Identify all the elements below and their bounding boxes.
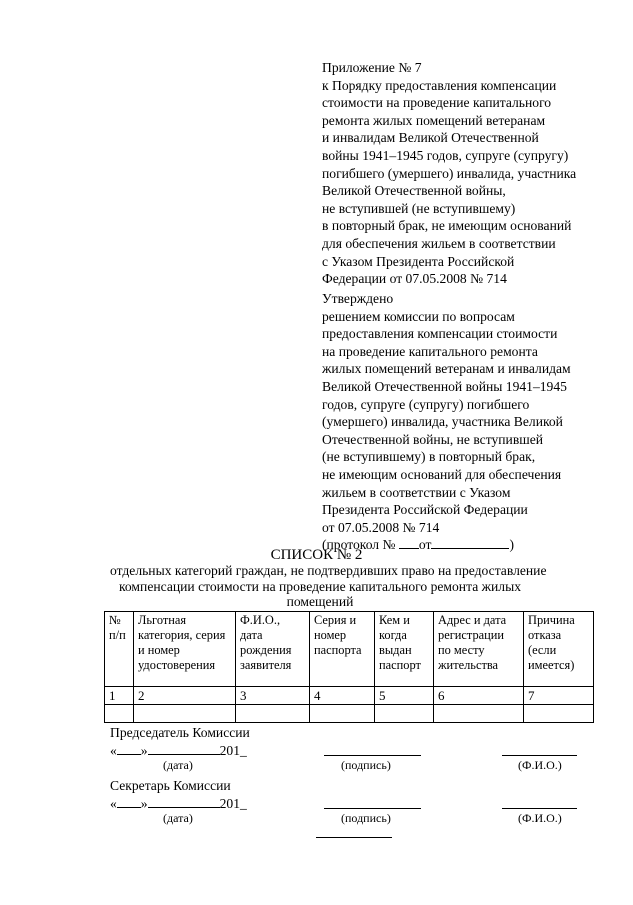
approval-line: Отечественной войны, не вступившей	[322, 431, 544, 447]
appendix-line: стоимости на проведение капитального	[322, 95, 552, 111]
date-close-quote: »	[140, 796, 148, 811]
chairman-date	[110, 742, 247, 759]
secretary-name-caption: (Ф.И.О.)	[518, 811, 562, 825]
header-cell-number: № п/п	[105, 612, 134, 687]
list-subtitle-line: помещений	[286, 594, 354, 610]
secretary-signature-caption: (подпись)	[341, 811, 391, 825]
list-subtitle	[110, 563, 547, 610]
protocol-from: от	[418, 537, 432, 553]
header-cell-category: Льготная категория, серия и номер удостоверения	[134, 612, 236, 687]
appendix-line: Великой Отечественной войны,	[322, 183, 506, 199]
header-cell-name: Ф.И.О., дата рождения заявителя	[236, 612, 310, 687]
appendix-line: Приложение № 7	[322, 60, 422, 75]
date-close-quote: »	[140, 743, 148, 758]
date-year: 201_	[219, 743, 247, 758]
table-row	[105, 687, 594, 705]
appendix-header	[322, 59, 622, 288]
day-blank	[117, 795, 141, 808]
table-row	[105, 705, 594, 723]
approval-line: предоставления компенсации стоимости	[322, 326, 558, 342]
closing-rule	[316, 837, 392, 838]
column-number-cell: 2	[134, 687, 236, 705]
secretary-date-caption: (дата)	[163, 811, 193, 825]
list-title: СПИСОК № 2	[270, 547, 363, 563]
appendix-line: погибшего (умершего) инвалида, участника	[322, 165, 577, 181]
date-open-quote: «	[110, 743, 117, 758]
secretary-date	[110, 795, 247, 812]
approval-block	[322, 290, 622, 554]
column-number-cell: 6	[434, 687, 524, 705]
secretary-name-line	[502, 808, 577, 809]
chairman-signature-caption: (подпись)	[341, 758, 391, 772]
approval-line: Утверждено	[322, 291, 394, 306]
approval-line: (не вступившему) в повторный брак,	[322, 449, 536, 465]
header-cell-address: Адрес и дата регистрации по месту жительства	[434, 612, 524, 687]
appendix-line: Федерации от 07.05.2008 № 714	[322, 271, 507, 287]
chairman-name-line	[502, 755, 577, 756]
empty-cell	[524, 705, 594, 723]
column-number-cell: 7	[524, 687, 594, 705]
date-year: 201_	[219, 796, 247, 811]
approval-line: от 07.05.2008 № 714	[322, 519, 440, 535]
header-cell-passport: Серия и номер паспорта	[310, 612, 375, 687]
appendix-line: ремонта жилых помещений ветеранам	[322, 112, 546, 128]
list-subtitle-line: компенсации стоимости на проведение капитального ремонта жилых	[118, 578, 522, 594]
protocol-prefix: (протокол №	[322, 537, 396, 553]
date-open-quote: «	[110, 796, 117, 811]
chairman-name-caption: (Ф.И.О.)	[518, 758, 562, 772]
column-number-cell: 1	[105, 687, 134, 705]
header-cell-issued: Кем и когда выдан паспорт	[375, 612, 434, 687]
header-cell-reason: Причина отказа (если имеется)	[524, 612, 594, 687]
month-blank	[148, 795, 220, 808]
month-blank	[148, 742, 220, 755]
empty-cell	[434, 705, 524, 723]
column-number-cell: 5	[375, 687, 434, 705]
appendix-line: для обеспечения жильем в соответствии	[322, 235, 556, 251]
appendix-line: не вступившей (не вступившему)	[322, 200, 516, 216]
appendix-line: и инвалидам Великой Отечественной	[322, 130, 539, 146]
table-header-row	[105, 612, 594, 687]
chairman-role: Председатель Комиссии	[110, 725, 250, 740]
empty-cell	[105, 705, 134, 723]
approval-line: Президента Российской Федерации	[322, 502, 528, 518]
approval-line: (умершего) инвалида, участника Великой	[322, 414, 563, 430]
empty-cell	[375, 705, 434, 723]
empty-cell	[310, 705, 375, 723]
chairman-signature-line	[324, 755, 421, 756]
chairman-date-caption: (дата)	[163, 758, 193, 772]
appendix-line: к Порядку предоставления компенсации	[322, 77, 557, 93]
appendix-line: в повторный брак, не имеющим оснований	[322, 218, 572, 234]
column-number-cell: 4	[310, 687, 375, 705]
empty-cell	[236, 705, 310, 723]
day-blank	[117, 742, 141, 755]
appendix-line: с Указом Президента Российской	[322, 253, 515, 269]
approval-line: на проведение капитального ремонта	[322, 343, 538, 359]
appendix-line: войны 1941–1945 годов, супруге (супругу)	[322, 147, 569, 163]
approval-line: Великой Отечественной войны 1941–1945	[322, 378, 567, 394]
approval-line: годов, супруге (супругу) погибшего	[322, 396, 530, 412]
secretary-role: Секретарь Комиссии	[110, 778, 231, 793]
approval-line: решением комиссии по вопросам	[322, 308, 515, 324]
approval-line: жильем в соответствии с Указом	[322, 484, 511, 500]
column-number-cell: 3	[236, 687, 310, 705]
approval-line: не имеющим оснований для обеспечения	[322, 466, 562, 482]
empty-cell	[134, 705, 236, 723]
citizens-table	[104, 611, 594, 723]
list-subtitle-line: отдельных категорий граждан, не подтвердивших право на предоставление	[110, 563, 547, 578]
approval-line: жилых помещений ветеранам и инвалидам	[322, 361, 571, 377]
secretary-signature-line	[324, 808, 421, 809]
protocol-suffix: )	[509, 537, 514, 553]
